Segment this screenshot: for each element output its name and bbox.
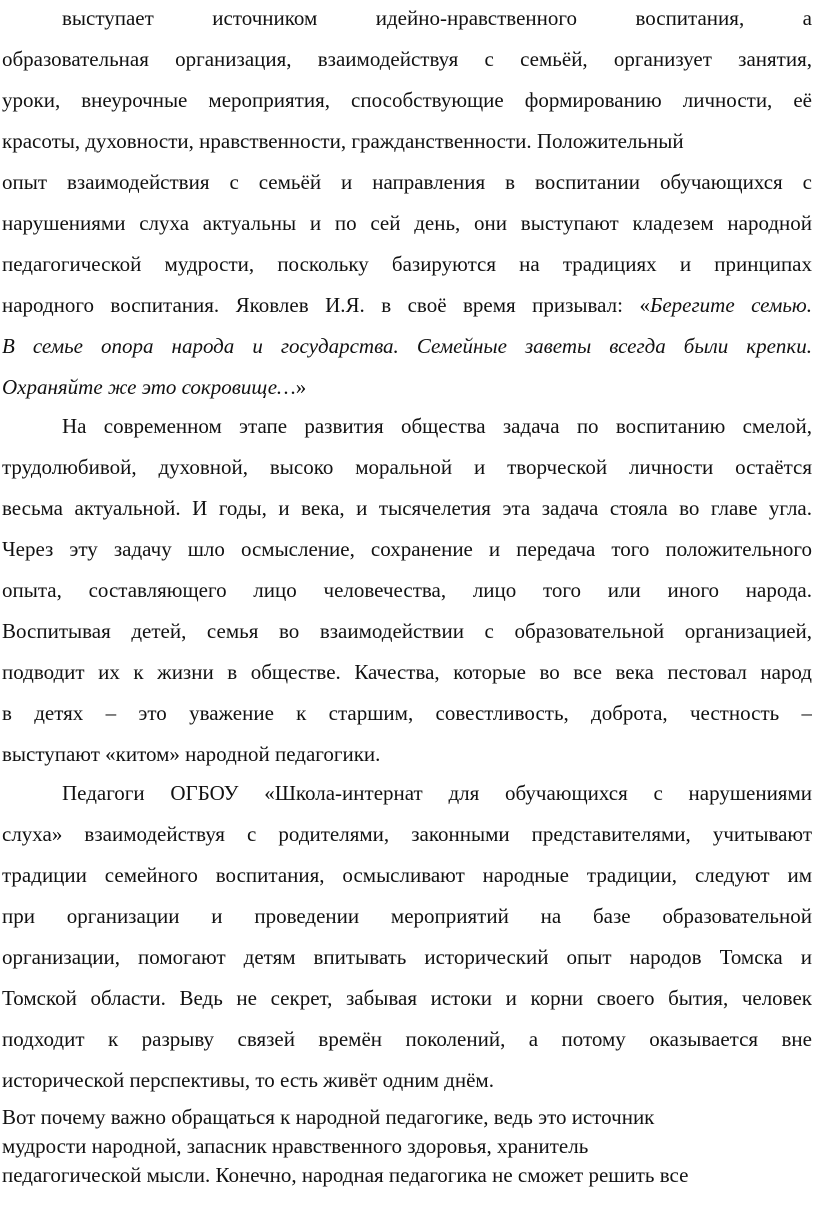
paragraph-1-line-3: уроки, внеурочные мероприятия, способствующие формированию личности, её — [2, 88, 812, 112]
paragraph-1-line-8 — [2, 289, 812, 321]
quote-italic-middle: В семье опора народа и государства. Семейные заветы всегда были крепки. — [2, 334, 812, 358]
paragraph-3-line-7: подходит к разрыву связей времён поколений, а потому оказывается вне — [2, 1027, 812, 1051]
paragraph-2-line-1: На современном этапе развития общества задача по воспитанию смелой, — [62, 414, 812, 438]
paragraph-4-line-1: Вот почему важно обращаться к народной педагогике, ведь это источник — [2, 1105, 655, 1129]
paragraph-2-line-9: выступают «китом» народной педагогики. — [2, 742, 381, 766]
paragraph-1-line-5: опыт взаимодействия с семьёй и направления в воспитании обучающихся с — [2, 170, 812, 194]
paragraph-3-line-3: традиции семейного воспитания, осмысливают народные традиции, следуют им — [2, 863, 812, 887]
paragraph-3-line-6: Томской области. Ведь не секрет, забывая истоки и корни своего бытия, человек — [2, 986, 812, 1010]
paragraph-2-line-6: Воспитывая детей, семья во взаимодействии с образовательной организацией, — [2, 619, 812, 643]
paragraph-3-line-8: исторической перспективы, то есть живёт одним днём. — [2, 1068, 494, 1092]
paragraph-2-line-3: весьма актуальной. И годы, и века, и тысячелетия эта задача стояла во главе угла. — [2, 496, 812, 520]
paragraph-1-line-7: педагогической мудрости, поскольку базируются на традициях и принципах — [2, 252, 812, 276]
paragraph-3-line-4: при организации и проведении мероприятий на базе образовательной — [2, 904, 812, 928]
paragraph-4-line-3: педагогической мысли. Конечно, народная педагогика не сможет решить все — [2, 1163, 689, 1187]
quote-italic-end: Охраняйте же это сокровище… — [2, 375, 296, 399]
paragraph-3-line-1: Педагоги ОГБОУ «Школа-интернат для обучающихся с нарушениями — [62, 781, 812, 805]
paragraph-2-line-5: опыта, составляющего лицо человечества, лицо того или иного народа. — [2, 578, 812, 602]
quote-italic-start: Берегите семью. — [649, 293, 812, 317]
paragraph-1-line-2: образовательная организация, взаимодействуя с семьёй, организует занятия, — [2, 47, 812, 71]
paragraph-2-line-4: Через эту задачу шло осмысление, сохранение и передача того положительного — [2, 537, 812, 561]
paragraph-2-line-2: трудолюбивой, духовной, высоко моральной и творческой личности остаётся — [2, 455, 812, 479]
paragraph-3-line-2: слуха» взаимодействуя с родителями, законными представителями, учитывают — [2, 822, 812, 846]
paragraph-1-line-10 — [2, 371, 812, 403]
paragraph-2-line-7: подводит их к жизни в обществе. Качества, которые во все века пестовал народ — [2, 660, 812, 684]
paragraph-3-line-5: организации, помогают детям впитывать исторический опыт народов Томска и — [2, 945, 812, 969]
paragraph-1-line-8-plain: народного воспитания. Яковлев И.Я. в своё время призывал: « — [2, 293, 650, 317]
paragraph-2-line-8: в детях – это уважение к старшим, совестливость, доброта, честность – — [2, 701, 812, 725]
paragraph-1-line-6: нарушениями слуха актуальны и по сей день, они выступают кладезем народной — [2, 211, 812, 235]
paragraph-1-line-1: выступает источником идейно-нравственного воспитания, а — [62, 6, 812, 30]
quote-close-mark: » — [295, 375, 307, 399]
paragraph-1-line-9 — [2, 330, 812, 362]
paragraph-1-line-4: красоты, духовности, нравственности, гражданственности. Положительный — [2, 129, 684, 153]
paragraph-4-line-2: мудрости народной, запасник нравственного здоровья, хранитель — [2, 1134, 589, 1158]
